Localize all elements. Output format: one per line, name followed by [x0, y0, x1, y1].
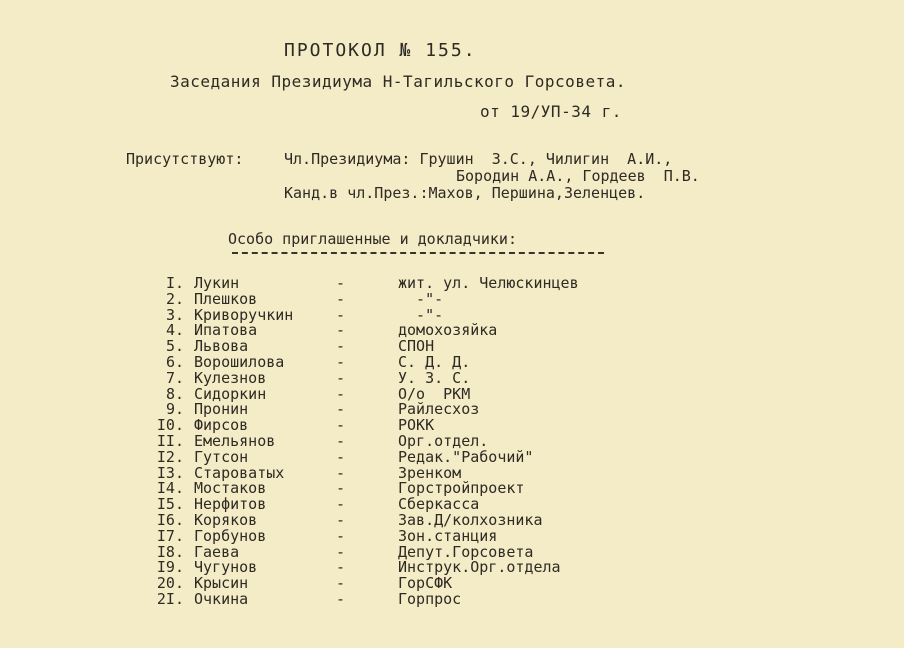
invited-heading: Особо приглашенные и докладчики:: [228, 230, 517, 248]
list-item-affiliation: жит. ул. Челюскинцев: [398, 274, 579, 292]
list-item-dash: -: [336, 321, 346, 340]
list-item-dash: -: [336, 289, 346, 308]
list-item-name: Нерфитов: [194, 495, 267, 514]
list-item-dash: -: [336, 274, 346, 292]
list-item-name: Гаева: [194, 542, 240, 561]
list-item-name: Гутсон: [194, 447, 249, 466]
list-item-affiliation: -"-: [398, 289, 444, 308]
list-item-number: 7.: [165, 368, 184, 387]
list-item-name: Крысин: [194, 574, 249, 593]
list-item-affiliation: Зав.Д/колхозника: [398, 510, 543, 529]
list-item-name: Фирсов: [194, 416, 249, 435]
list-item-dash: -: [336, 510, 346, 529]
list-item-affiliation: Райлесхоз: [398, 400, 480, 419]
list-item-number: 6.: [165, 352, 184, 371]
list-item-number: 9.: [165, 400, 184, 419]
list-item-affiliation: ГорСФК: [398, 574, 453, 593]
list-item-number: I9.: [156, 558, 184, 577]
list-item-number: II.: [156, 431, 184, 450]
list-item-dash: -: [336, 558, 346, 577]
list-item-name: Ворошилова: [194, 352, 285, 371]
attendance-members: Чл.Президиума: Грушин З.С., Чилигин А.И.,: [284, 150, 673, 168]
list-item-dash: -: [336, 368, 346, 387]
list-item-number: 20.: [156, 574, 184, 593]
list-item-name: Плешков: [194, 289, 258, 308]
list-item-name: Сидоркин: [194, 384, 267, 403]
list-item-number: I0.: [156, 416, 184, 435]
list-item-number: I6.: [156, 510, 184, 529]
list-item-number: I8.: [156, 542, 184, 561]
list-item-affiliation: СПОН: [398, 337, 435, 356]
document-subtitle: Заседания Президиума Н-Тагильского Горсовета.: [170, 72, 626, 91]
list-item-name: Очкина: [194, 589, 249, 608]
list-item-affiliation: Зренком: [398, 463, 462, 482]
list-item-name: Львова: [194, 337, 249, 356]
list-item-dash: -: [336, 495, 346, 514]
list-item-number: I4.: [156, 479, 184, 498]
list-item-dash: -: [336, 431, 346, 450]
list-item-affiliation: -"-: [398, 305, 444, 324]
list-item-affiliation: РОКК: [398, 416, 435, 435]
list-item-name: Коряков: [194, 510, 258, 529]
list-item-number: 8.: [165, 384, 184, 403]
list-item-dash: -: [336, 447, 346, 466]
list-item-affiliation: домохозяйка: [398, 321, 498, 340]
list-item-dash: -: [336, 416, 346, 435]
list-item-name: Ипатова: [194, 321, 258, 340]
list-item-affiliation: У. З. С.: [398, 368, 471, 387]
document-title: ПРОТОКОЛ № 155.: [284, 40, 477, 61]
list-item-dash: -: [336, 352, 346, 371]
list-item-name: Лукин: [194, 274, 240, 292]
document-date: от 19/УП-34 г.: [480, 102, 622, 121]
list-item-number: 3.: [165, 305, 184, 324]
list-item-affiliation: Горстройпроект: [398, 479, 525, 498]
list-item-number: I3.: [156, 463, 184, 482]
list-item-name: Емельянов: [194, 431, 276, 450]
list-item-affiliation: Редак."Рабочий": [398, 447, 534, 466]
list-item-dash: -: [336, 384, 346, 403]
list-item-dash: -: [336, 542, 346, 561]
list-item-affiliation: Сберкасса: [398, 495, 480, 514]
list-item-dash: -: [336, 526, 346, 545]
list-item-affiliation: Депут.Горсовета: [398, 542, 534, 561]
list-item-affiliation: О/о РКМ: [398, 384, 471, 403]
list-item-number: I2.: [156, 447, 184, 466]
list-item-dash: -: [336, 589, 346, 608]
list-item-dash: -: [336, 479, 346, 498]
list-item-name: Чугунов: [194, 558, 258, 577]
list-item-affiliation: Зон.станция: [398, 526, 498, 545]
list-item-number: 2.: [165, 289, 184, 308]
list-item-number: I5.: [156, 495, 184, 514]
list-item-name: Пронин: [194, 400, 249, 419]
list-item-affiliation: Инструк.Орг.отдела: [398, 558, 561, 577]
attendance-candidates: Канд.в чл.През.:Махов, Першина,Зеленцев.: [284, 184, 646, 202]
list-item-affiliation: С. Д. Д.: [398, 352, 471, 371]
list-item-name: Горбунов: [194, 526, 267, 545]
invited-heading-underline: [232, 252, 604, 254]
list-item-dash: -: [336, 337, 346, 356]
list-item-dash: -: [336, 305, 346, 324]
list-item-name: Мостаков: [194, 479, 267, 498]
list-item-dash: -: [336, 400, 346, 419]
list-item-dash: -: [336, 463, 346, 482]
list-item-number: 5.: [165, 337, 184, 356]
list-item-dash: -: [336, 574, 346, 593]
list-item-number: 2I.: [156, 589, 184, 608]
attendance-label: Присутствуют:: [126, 150, 244, 168]
list-item-number: 4.: [165, 321, 184, 340]
list-item-affiliation: Орг.отдел.: [398, 431, 489, 450]
list-item-name: Староватых: [194, 463, 285, 482]
list-item-number: I.: [165, 274, 184, 292]
list-item-number: I7.: [156, 526, 184, 545]
list-item-name: Кулезнов: [194, 368, 267, 387]
attendance-members-continued: Бородин А.А., Гордеев П.В.: [456, 167, 700, 185]
list-item-affiliation: Горпрос: [398, 589, 462, 608]
list-item-name: Криворучкин: [194, 305, 294, 324]
